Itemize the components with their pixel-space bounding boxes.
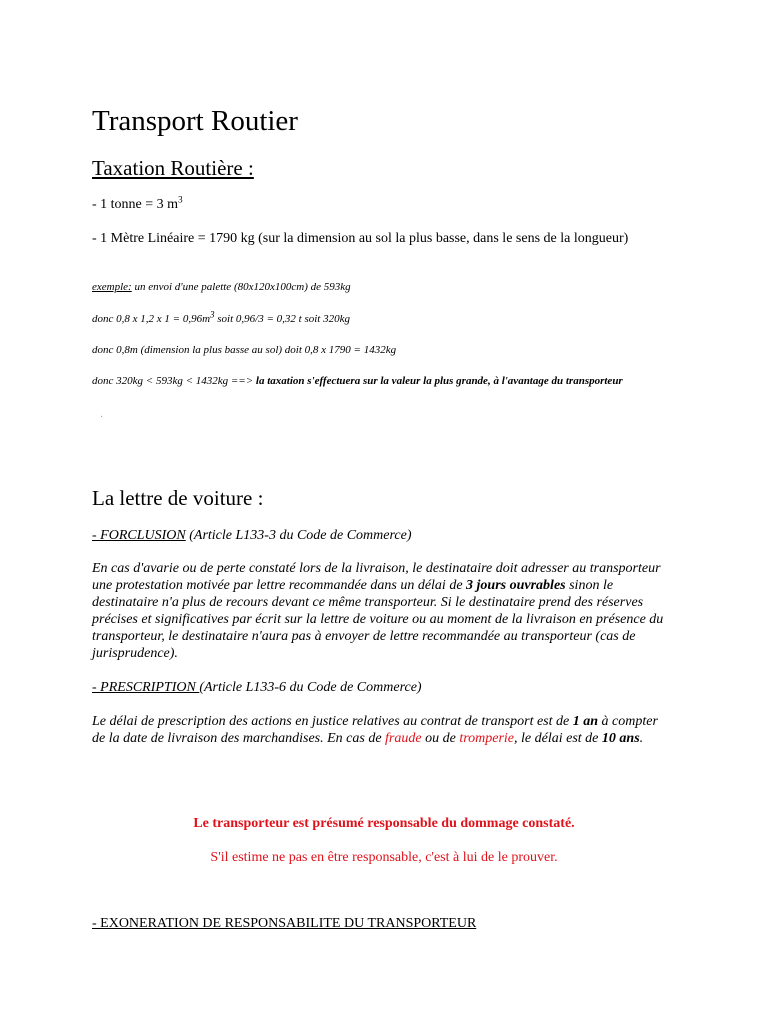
- prescription-label: - PRESCRIPTION: [92, 680, 200, 695]
- prescription-bold-2: 10 ans: [601, 731, 640, 746]
- example-text: un envoi d'une palette (80x120x100cm) de 593kg: [131, 281, 351, 293]
- prescription-text-1: Le délai de prescription des actions en justice relatives au contrat de transport est de: [92, 714, 573, 729]
- section-heading-lettre: La lettre de voiture :: [92, 486, 264, 510]
- prescription-red-tromperie: tromperie: [459, 731, 515, 746]
- forclusion-text-1: En cas d'avarie ou de perte constaté lors de la livraison, le destinataire doit adresser au transporteur une protestation motivée par lettre recommandée dans un délai de: [92, 561, 661, 593]
- exoneration-heading: - EXONERATION DE RESPONSABILITE DU TRANSPORTEUR: [92, 916, 477, 931]
- taxation-line-tonne: [92, 196, 682, 213]
- calc1-pre: donc 0,8 x 1,2 x 1 = 0,96m: [92, 313, 211, 325]
- forclusion-label: - FORCLUSION: [92, 528, 186, 543]
- section-heading-taxation: Taxation Routière :: [92, 156, 254, 180]
- cubic-sup: 3: [178, 194, 183, 205]
- prescription-text-3: ou de: [421, 731, 460, 746]
- calc3-bold: la taxation s'effectuera sur la valeur la plus grande, à l'avantage du transporteur: [255, 375, 623, 387]
- calc-line-conclusion: [92, 374, 662, 388]
- calc3-pre: donc 320kg < 593kg < 1432kg ==>: [92, 375, 256, 387]
- prescription-text-2: à compter de la date de livraison des marchandises. En cas de: [92, 714, 658, 746]
- forclusion-ref: (Article L133-3 du Code de Commerce): [185, 528, 412, 543]
- prescription-text-5: .: [639, 731, 644, 746]
- prescription-heading: [92, 679, 682, 696]
- notice-responsable: Le transporteur est présumé responsable du dommage constaté.: [193, 816, 575, 831]
- calc1-post: soit 0,96/3 = 0,32 t soit 320kg: [214, 313, 350, 325]
- forclusion-heading: [92, 527, 682, 544]
- calc-line-volume: [92, 309, 692, 326]
- forclusion-bold: 3 jours ouvrables: [466, 578, 566, 593]
- taxation-line-metre: - 1 Mètre Linéaire = 1790 kg (sur la dimension au sol la plus basse, dans le sens de la longueur): [92, 231, 629, 246]
- tonne-text: - 1 tonne = 3 m: [92, 197, 179, 212]
- notice-prouver: S'il estime ne pas en être responsable, c'est à lui de le prouver.: [210, 850, 558, 865]
- page-title: Transport Routier: [92, 105, 298, 137]
- example-line: [92, 280, 692, 294]
- example-label: exemple:: [92, 281, 132, 293]
- prescription-red-fraude: fraude: [385, 731, 422, 746]
- prescription-paragraph: [92, 713, 672, 747]
- prescription-text-4: , le délai est de: [514, 731, 602, 746]
- forclusion-paragraph: [92, 560, 672, 662]
- calc-line-linear: donc 0,8m (dimension la plus basse au sol) doit 0,8 x 1790 = 1432kg: [92, 344, 397, 356]
- prescription-bold-1: 1 an: [572, 714, 599, 729]
- prescription-ref: (Article L133-6 du Code de Commerce): [199, 680, 422, 695]
- stray-dot: ·: [100, 412, 104, 423]
- forclusion-text-2: sinon le destinataire n'a plus de recours devant ce même transporteur. Si le destinataire prend des réserves précises et significatives par écrit sur la lettre de voiture ou au moment de la livraison en présence du transporteur, le destinataire n'aura pas à envoyer de lettre recommandée au transporteur (cas de jurisprudence).: [92, 578, 664, 661]
- calc1-sup: 3: [210, 309, 215, 320]
